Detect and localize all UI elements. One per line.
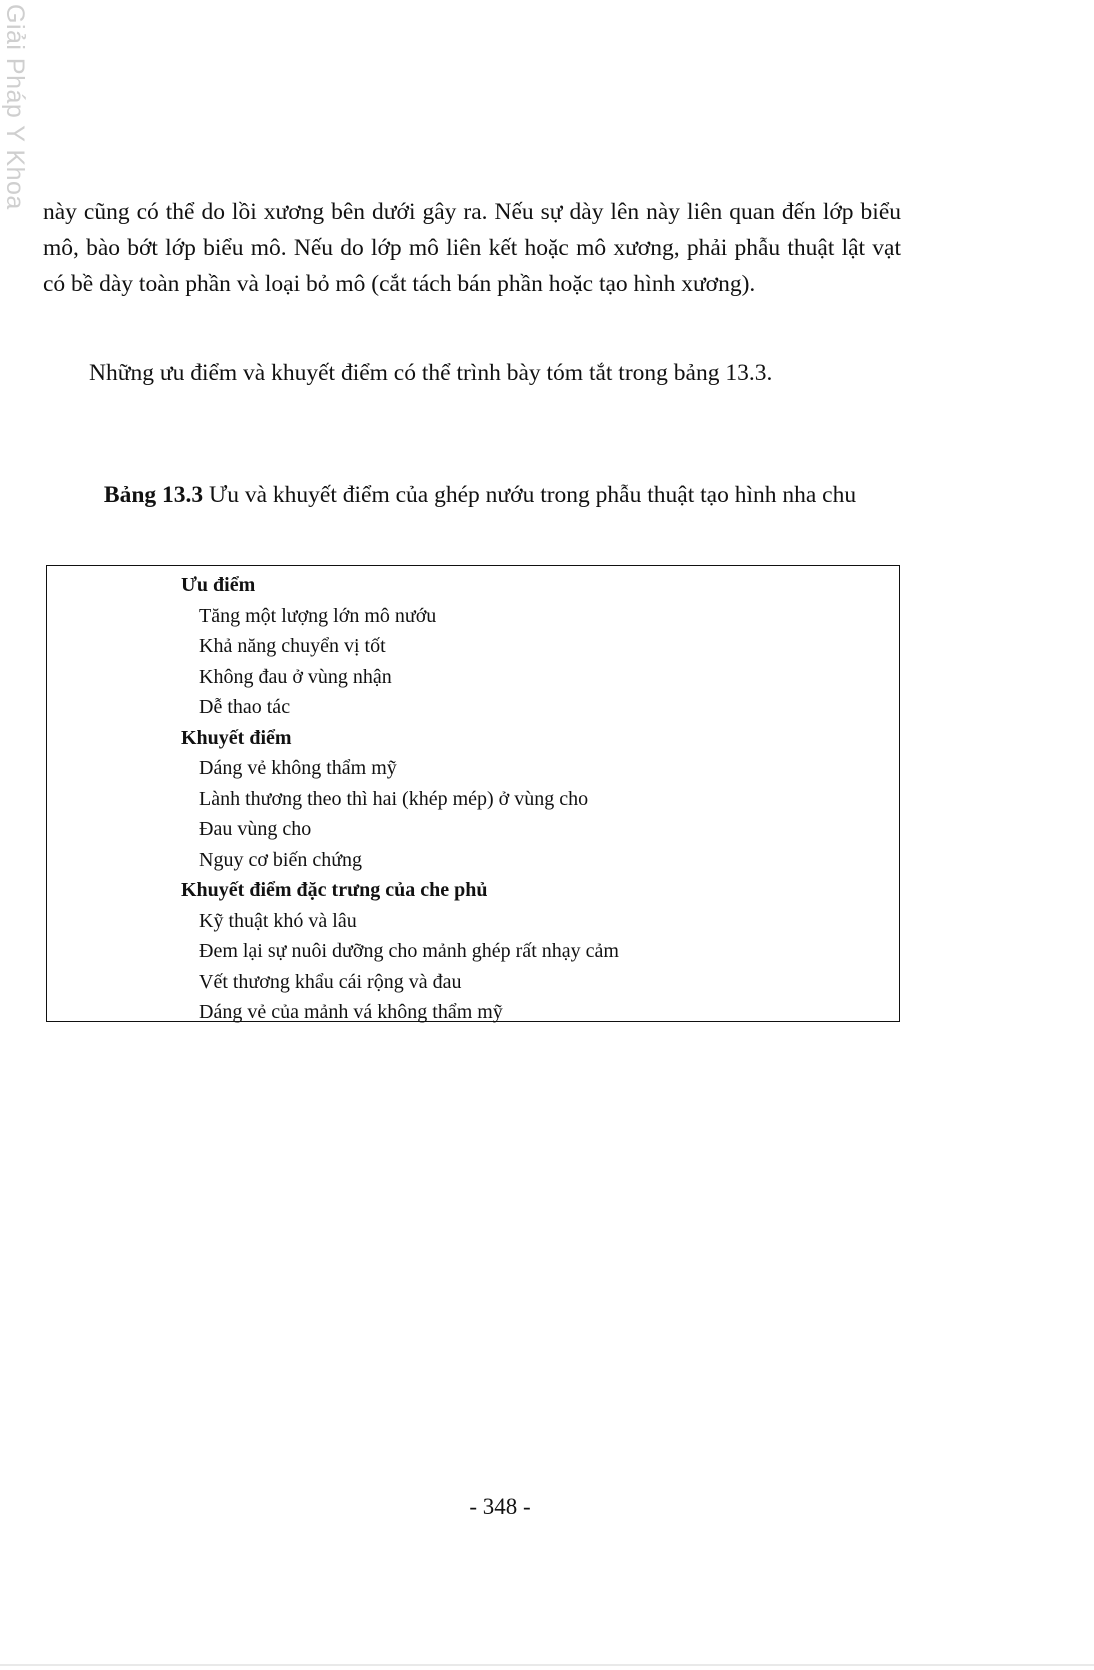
body-paragraph-1: này cũng có thể do lồi xương bên dưới gây ra. Nếu sự dày lên này liên quan đến lớp biểu mô, bào bớt lớp biểu mô. Nếu do lớp mô liên kết hoặc mô xương, phải phẫu thuật lật vạt có bề dày toàn phần và loại bỏ mô (cắt tách bán phần hoặc tạo hình xương). bbox=[43, 199, 901, 297]
section-item: Đau vùng cho bbox=[199, 818, 312, 840]
page-bottom-edge bbox=[0, 1664, 1094, 1666]
section-item: Đem lại sự nuôi dưỡng cho mảnh ghép rất nhạy cảm bbox=[199, 940, 619, 962]
section-heading: Ưu điểm bbox=[181, 574, 256, 596]
section-item: Dáng vẻ của mảnh vá không thẩm mỹ bbox=[199, 1001, 503, 1023]
section-item: Vết thương khẩu cái rộng và đau bbox=[199, 970, 462, 993]
section-item: Nguy cơ biến chứng bbox=[199, 848, 363, 871]
section-item: Dễ thao tác bbox=[199, 696, 291, 718]
table-caption bbox=[100, 477, 860, 513]
page-number: - 348 - bbox=[469, 1494, 531, 1519]
watermark: Giải Pháp Y Khoa bbox=[1, 4, 29, 210]
section-item: Dáng vẻ không thẩm mỹ bbox=[199, 757, 397, 779]
table-caption-text: Ưu và khuyết điểm của ghép nướu trong phẫu thuật tạo hình nha chu bbox=[203, 482, 857, 508]
section-item: Tăng một lượng lớn mô nướu bbox=[199, 604, 437, 627]
table-caption-label: Bảng 13.3 bbox=[103, 482, 204, 508]
section-heading: Khuyết điểm đặc trưng của che phủ bbox=[181, 879, 488, 901]
section-item: Khả năng chuyển vị tốt bbox=[199, 635, 386, 657]
summary-table bbox=[46, 565, 900, 1022]
section-item: Không đau ở vùng nhận bbox=[199, 665, 392, 688]
section-item: Lành thương theo thì hai (khép mép) ở vùng cho bbox=[199, 787, 589, 810]
section-heading: Khuyết điểm bbox=[181, 726, 292, 749]
table-body bbox=[181, 570, 881, 1028]
body-paragraph-2: Những ưu điểm và khuyết điểm có thể trình bày tóm tắt trong bảng 13.3. bbox=[89, 360, 773, 386]
section-item: Kỹ thuật khó và lâu bbox=[199, 909, 357, 932]
